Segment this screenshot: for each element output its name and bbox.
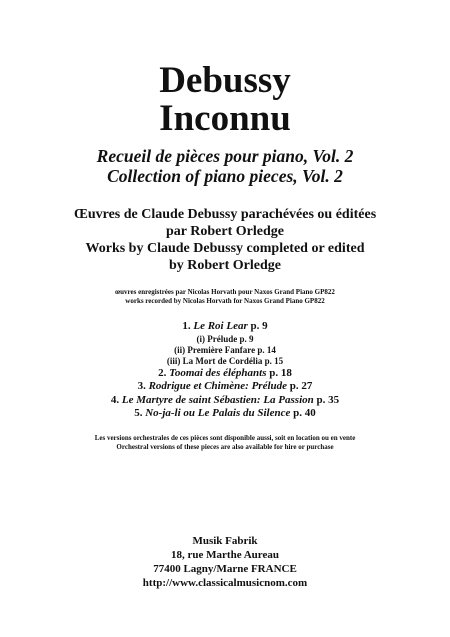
- item-page: p. 40: [290, 407, 316, 419]
- contents-item-4: [0, 394, 450, 408]
- title-line-1: Debussy: [159, 60, 291, 101]
- recording-english: works recorded by Nicolas Horvath for Naxos Grand Piano GP822: [125, 297, 325, 305]
- publisher-city: 77400 Lagny/Marne FRANCE: [153, 563, 297, 575]
- contents-item-5: [0, 407, 450, 421]
- item-title: Le Martyre de saint Sébastien: La Passion: [121, 393, 314, 406]
- item-number: 3.: [137, 380, 149, 392]
- item-title: No-ja-li ou Le Palais du Silence: [145, 407, 291, 419]
- credit-english-line-1: Works by Claude Debussy completed or edited: [85, 241, 365, 256]
- credits-block: [0, 206, 450, 274]
- orchestral-note: [0, 434, 450, 452]
- orchestral-english: Orchestral versions of these pieces are also available for hire or purchase: [116, 442, 334, 451]
- contents-list: [0, 320, 450, 421]
- item-title: Le Roi Lear: [193, 320, 248, 332]
- item-page: p. 18: [266, 366, 292, 379]
- item-page: p. 27: [287, 380, 313, 392]
- item-page: p. 35: [313, 393, 340, 406]
- item-number: 1.: [182, 320, 194, 332]
- orchestral-french: Les versions orchestrales de ces pièces sont disponible aussi, soit en location ou en vente: [94, 433, 356, 442]
- recording-note: [0, 288, 450, 306]
- item-page: p. 9: [247, 320, 268, 332]
- item-number: 5.: [134, 407, 146, 419]
- credit-english-line-2: by Robert Orledge: [169, 258, 281, 273]
- contents-subitem-2: (ii) Première Fanfare p. 14: [174, 344, 276, 355]
- recording-french: œuvres enregistrées par Nicolas Horvath pour Naxos Grand Piano GP822: [115, 288, 335, 296]
- subtitle-french: Recueil de pièces pour piano, Vol. 2: [96, 146, 354, 166]
- contents-item-3: [0, 380, 450, 394]
- publisher-name: Musik Fabrik: [192, 535, 258, 547]
- contents-subitem-1: (i) Prélude p. 9: [196, 333, 254, 344]
- item-title: Rodrigue et Chimène: Prélude: [148, 380, 288, 392]
- title-line-2: Inconnu: [159, 98, 291, 139]
- contents-item-1: [0, 320, 450, 334]
- contents-subitem-3: (iii) La Mort de Cordélia p. 15: [166, 355, 284, 366]
- publisher-block: [0, 534, 450, 590]
- contents-item-2: [0, 367, 450, 381]
- credit-french-line-1: Œuvres de Claude Debussy parachévées ou éditées: [73, 207, 377, 222]
- item-number: 4.: [110, 393, 122, 406]
- subtitle-english: Collection of piano pieces, Vol. 2: [107, 166, 343, 186]
- publisher-street: 18, rue Marthe Aureau: [171, 549, 279, 561]
- item-title: Toomai des éléphants: [169, 366, 267, 379]
- publisher-website-link: http://www.classicalmusicnom.com: [142, 577, 308, 589]
- credit-french-line-2: par Robert Orledge: [166, 224, 284, 239]
- item-number: 2.: [158, 366, 170, 379]
